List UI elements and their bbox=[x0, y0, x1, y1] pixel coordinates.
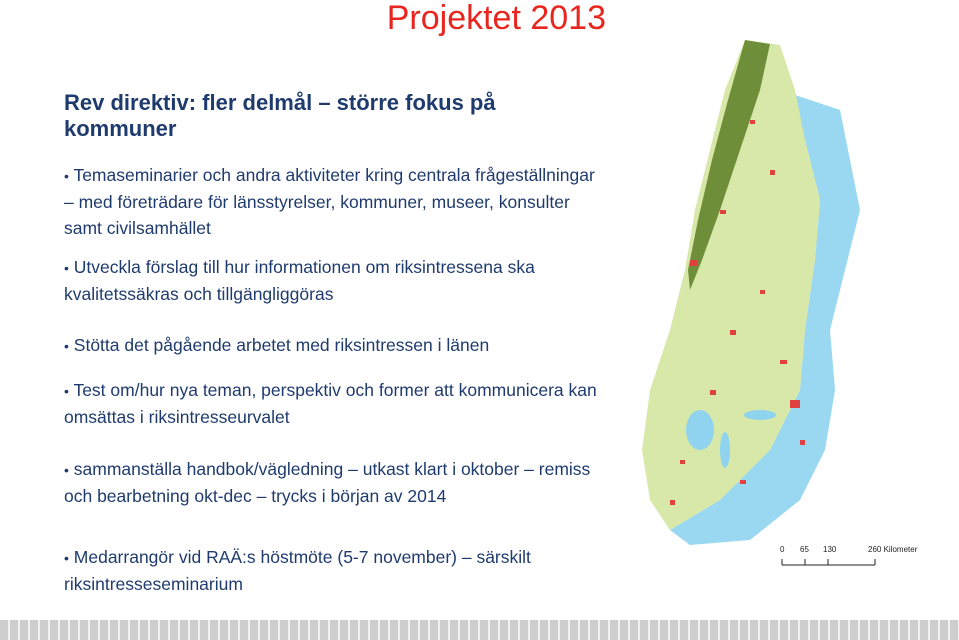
slide-heading: Rev direktiv: fler delmål – större fokus på kommuner bbox=[64, 90, 496, 141]
bullet-marker: • bbox=[64, 260, 69, 276]
bullet-item bbox=[64, 377, 604, 456]
bullet-item bbox=[64, 544, 604, 597]
bullet-marker: • bbox=[64, 550, 69, 566]
bullet-item bbox=[64, 332, 604, 377]
bullet-marker: • bbox=[64, 338, 69, 354]
bullet-text: Utveckla förslag till hur informationen om riksintressena ska kvalitetssäkras och tillgängliggöras bbox=[64, 257, 535, 304]
bullet-marker: • bbox=[64, 383, 69, 399]
scale-label: 130 bbox=[823, 545, 837, 554]
bullet-marker: • bbox=[64, 462, 69, 478]
bullet-item bbox=[64, 162, 604, 254]
scale-label: 0 bbox=[780, 545, 785, 554]
bullet-text: sammanställa handbok/vägledning – utkast klart i oktober – remiss och bearbetning okt-dec – trycks i början av 2014 bbox=[64, 459, 591, 506]
bullet-text: Medarrangör vid RAÄ:s höstmöte (5-7 november) – särskilt riksintresseseminarium bbox=[64, 547, 531, 594]
bullet-item bbox=[64, 456, 604, 544]
slide-title: Projektet 2013 bbox=[386, 0, 606, 37]
scale-label: 260 Kilometer bbox=[868, 545, 918, 554]
lake-malaren bbox=[744, 410, 776, 420]
bullet-text: Test om/hur nya teman, perspektiv och former att kommunicera kan omsättas i riksintresseurvalet bbox=[64, 380, 597, 427]
lake-vanern bbox=[686, 410, 714, 450]
bullet-item bbox=[64, 254, 604, 332]
lake-vattern bbox=[720, 432, 730, 468]
scale-ruler bbox=[780, 557, 880, 567]
scale-label: 65 bbox=[800, 545, 809, 554]
decorative-footer bbox=[0, 620, 959, 640]
map-scale-bar bbox=[780, 545, 940, 573]
bullet-text: Stötta det pågående arbetet med riksintressen i länen bbox=[73, 335, 490, 355]
bullet-list bbox=[64, 162, 604, 597]
bullet-marker: • bbox=[64, 168, 69, 184]
bullet-text: Temaseminarier och andra aktiviteter kring centrala frågeställningar – med företrädare för länsstyrelser, kommuner, museer, konsulter samt civilsamhället bbox=[64, 165, 595, 238]
sweden-map bbox=[630, 30, 959, 550]
